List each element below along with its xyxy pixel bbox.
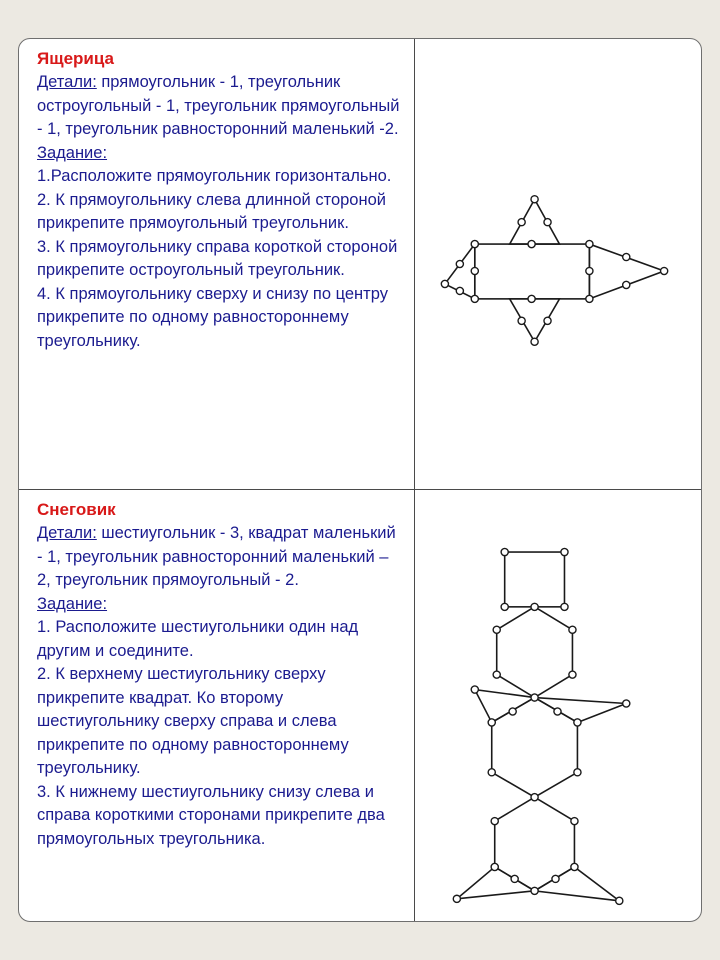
lizard-parts <box>37 71 404 142</box>
snowman-step-3: 3. К нижнему шестиугольнику снизу слева и справа короткими сторонами прикрепите два прямоугольных треугольника. <box>37 782 385 848</box>
lizard-step-3: 3. К прямоугольнику справа короткой стороной прикрепите остроугольный треугольник. <box>37 237 398 279</box>
lizard-figure <box>415 39 701 489</box>
task-label: Задание: <box>37 594 108 613</box>
page-title: Снеговик <box>37 500 116 519</box>
worksheet-page <box>18 38 702 922</box>
parts-label: Детали: <box>37 73 97 91</box>
lizard-step-2: 2. К прямоугольнику слева длинной стороной прикрепите прямоугольный треугольник. <box>37 190 386 232</box>
snowman-instructions-cell <box>19 490 415 922</box>
page-title: Ящерица <box>37 49 114 68</box>
parts-text: шестиугольник - 3, квадрат маленький - 1, треугольник равносторонний маленький – 2, треугольник прямоугольный - 2. <box>37 524 396 589</box>
instructions-table <box>19 39 701 921</box>
snowman-task-label <box>37 593 404 617</box>
lizard-step-1: 1.Расположите прямоугольник горизонтально. <box>37 167 392 185</box>
parts-text: прямоугольник - 1, треугольник остроугольный - 1, треугольник прямоугольный - 1, треугольник равносторонний маленький -2. <box>37 73 400 138</box>
table-row <box>19 489 701 922</box>
lizard-step-4: 4. К прямоугольнику сверху и снизу по центру прикрепите по одному равностороннему треугольнику. <box>37 284 388 350</box>
task-label: Задание: <box>37 143 108 162</box>
snowman-figure <box>415 490 701 922</box>
snowman-figure-cell <box>415 490 701 922</box>
snowman-step-2: 2. К верхнему шестиугольнику сверху прикрепите квадрат. Ко второму шестиугольнику сверху справа и слева прикрепите по одному равностороннему треугольнику. <box>37 665 349 777</box>
lizard-figure-cell <box>415 39 701 489</box>
parts-label: Детали: <box>37 524 97 542</box>
snowman-step-1: 1. Расположите шестиугольники один над другим и соедините. <box>37 618 359 660</box>
snowman-parts <box>37 522 404 593</box>
lizard-task-label <box>37 142 404 166</box>
lizard-instructions-cell <box>19 39 415 489</box>
table-row <box>19 39 701 489</box>
